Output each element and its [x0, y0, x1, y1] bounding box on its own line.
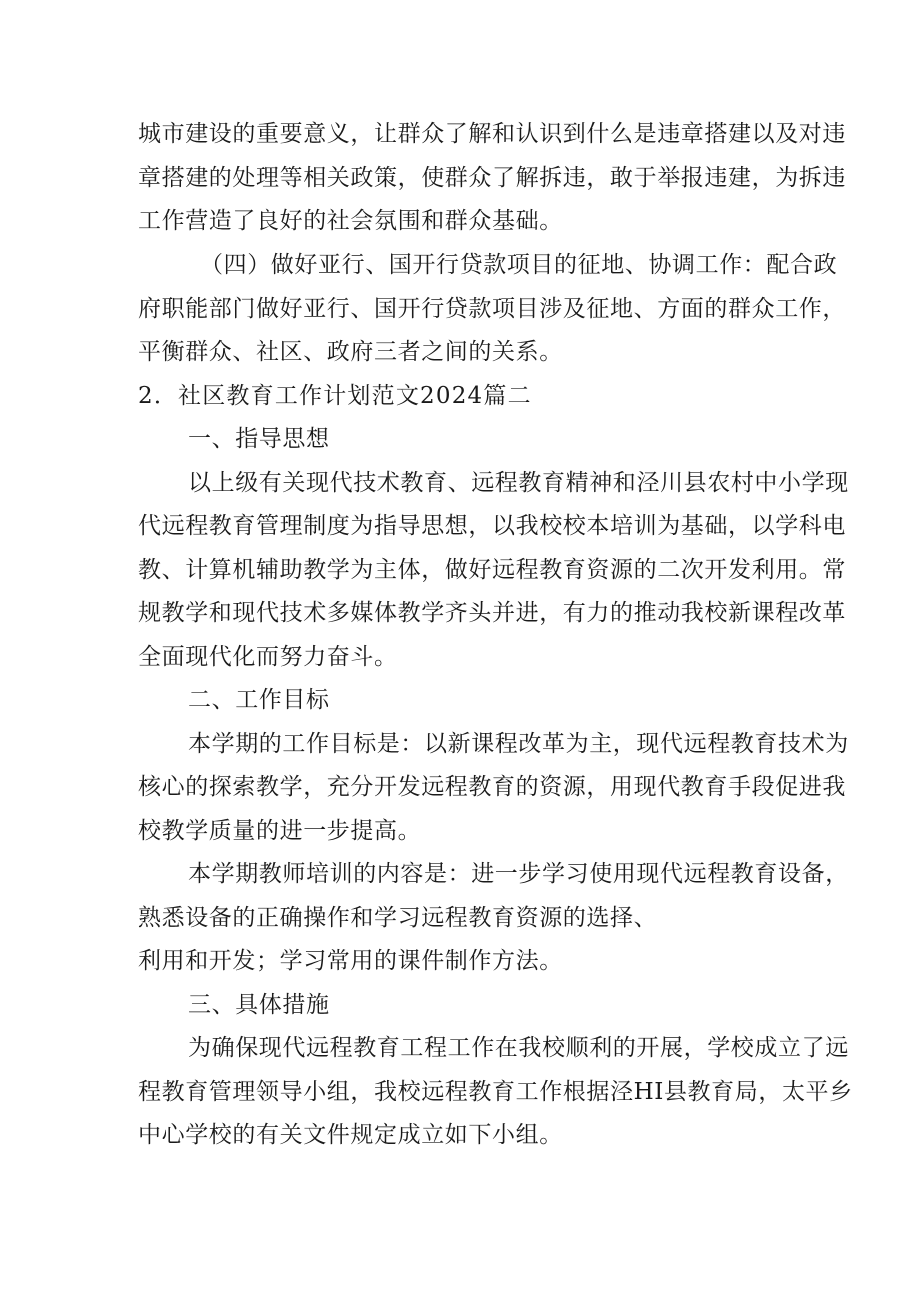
body-text-line: 程教育管理领导小组，我校远程教育工作根据泾HI县教育局，太平乡	[138, 1079, 853, 1105]
body-text-line: 为确保现代远程教育工程工作在我校顺利的开展，学校成立了远	[188, 1035, 849, 1061]
body-text-line: 核心的探索教学，充分开发远程教育的资源，用现代教育手段促进我	[138, 774, 846, 800]
section-heading-measures: 三、具体措施	[188, 992, 330, 1018]
body-text-line: 城市建设的重要意义，让群众了解和认识到什么是违章搭建以及对违	[138, 121, 846, 147]
body-text-line: 以上级有关现代技术教育、远程教育精神和泾川县农村中小学现	[188, 470, 849, 496]
body-text-line: 中心学校的有关文件规定成立如下小组。	[138, 1122, 563, 1148]
article-heading: 2．社区教育工作计划范文2024篇二	[138, 383, 532, 409]
body-text-line: 校教学质量的进一步提高。	[138, 818, 422, 844]
section-heading-guiding-thought: 一、指导思想	[188, 426, 330, 452]
section-four-line: （四）做好亚行、国开行贷款项目的征地、协调工作：配合政	[200, 252, 838, 278]
body-text-line: 本学期的工作目标是：以新课程改革为主，现代远程教育技术为	[188, 731, 849, 757]
body-text-line: 平衡群众、社区、政府三者之间的关系。	[138, 339, 563, 365]
section-heading-work-goals: 二、工作目标	[188, 687, 330, 713]
body-text-line: 工作营造了良好的社会氛围和群众基础。	[138, 208, 563, 234]
body-text-line: 章搭建的处理等相关政策，使群众了解拆违，敢于举报违建，为拆违	[138, 165, 846, 191]
body-text-line: 全面现代化而努力奋斗。	[138, 644, 398, 670]
body-text-line: 利用和开发；学习常用的课件制作方法。	[138, 948, 563, 974]
body-text-line: 熟悉设备的正确操作和学习远程教育资源的选择、	[138, 905, 658, 931]
body-text-line: 本学期教师培训的内容是：进一步学习使用现代远程教育设备，	[188, 861, 849, 887]
body-text-line: 教、计算机辅助教学为主体，做好远程教育资源的二次开发利用。常	[138, 557, 846, 583]
body-text-line: 代远程教育管理制度为指导思想，以我校校本培训为基础，以学科电	[138, 513, 846, 539]
body-text-line: 府职能部门做好亚行、国开行贷款项目涉及征地、方面的群众工作，	[138, 296, 846, 322]
body-text-line: 规教学和现代技术多媒体教学齐头并进，有力的推动我校新课程改革	[138, 600, 846, 626]
